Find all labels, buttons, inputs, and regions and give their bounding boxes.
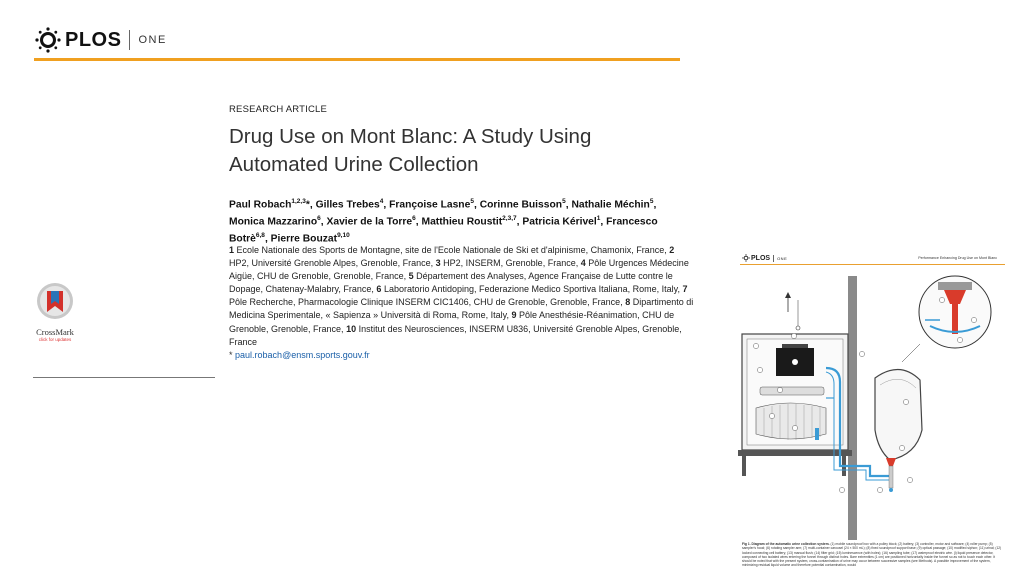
affiliation-text: Département des Analyses, Agence Française de Lutte contre le Dopage, Chatenay-Malabry, France,: [229, 271, 673, 295]
figure-page-publisher: PLOS: [751, 254, 771, 262]
author-name: Francesco Botrè: [229, 216, 658, 245]
author-name: Françoise Lasne: [389, 199, 471, 211]
crossmark-button[interactable]: [33, 282, 77, 342]
wall-pole: [848, 276, 857, 540]
author-affiliation-ref: 9,10: [337, 231, 350, 239]
controller-top: [782, 344, 808, 348]
journal-name: ONE: [138, 34, 167, 46]
figure-caption-label: Fig 1. Diagram of the automatic urine collection system.: [742, 542, 830, 546]
controller-badge: [792, 359, 798, 365]
corresponding-email: [229, 350, 370, 360]
sample-container-fill: [815, 428, 819, 440]
figure-caption-text: (1) mobile soundproof box with a pulley block; (2) battery; (3) controller, motor and software; (4) roller pump; (5) sampler's hood; (6) rotating sampler arm; (7) multi-container carousel (24 × 500 mL); (8) fixed soundproof support base; (9) optical passage; (10) modified siphon; (11) urinal; (12) locked connecting cell battery; (13) manual flush; (14) filter grid; (15) luminescence (with holes); (16) sampling tube; (17) waterproof electric wire. (i) liquid presence detector, composed of two isolated wires entering the funnel through distinct holes. Bare extremities (1 cm) are positioned horizontally inside the funnel so as not to touch each other. It should be noted that with the present system, cross-contamination of urine may occur between successive samples (see Methods). A possible improvement of the system, minimizing residual liquid volume and therefore potential contamination, would: [742, 542, 1002, 568]
affiliation-text: Pôle Recherche, Pharmacologie Clinique INSERM CIC1406, CHU de Grenoble, Grenoble, France,: [229, 297, 623, 308]
affiliation-text: Pôle Urgences Médecine Aigüe, CHU de Grenoble, Grenoble, France,: [229, 258, 689, 282]
drain-pipe: [889, 466, 893, 488]
affiliation-number: 7: [682, 284, 688, 295]
pulley-arrow-head: [785, 292, 791, 298]
crossmark-sublabel: click for updates: [38, 337, 72, 342]
author-name: Nathalie Méchin: [571, 199, 650, 211]
affiliation-text: Dipartimento di Medicina Sperimentale, « Sapienza » Università di Roma, Rome, Italy,: [229, 297, 694, 321]
author-affiliation-ref: 4: [379, 198, 384, 205]
author-affiliation-ref: 5: [470, 198, 474, 205]
zoom-connector: [902, 344, 920, 362]
article-type: RESEARCH ARTICLE: [229, 104, 328, 115]
author-affiliation-ref: 1: [596, 214, 601, 222]
plos-dots-icon: [34, 26, 62, 54]
affiliation-text: Laboratorio Antidoping, Federazione Medico Sportiva Italiana, Rome, Italy,: [383, 284, 680, 295]
affiliation-number: 9: [511, 310, 517, 321]
affiliation-text: Pôle Anesthésie-Réanimation, CHU de Grenoble, Grenoble, France,: [229, 310, 675, 334]
author-affiliation-ref: 2,3,7: [502, 214, 517, 222]
crossmark-label: CrossMark: [36, 327, 74, 337]
crossmark-icon: [36, 282, 74, 320]
affiliation-number: 8: [625, 297, 631, 308]
author-list: Paul Robach$^{1,2,3}$*, Gilles Trebes$^4$, Françoise Lasne$^5$, Corinne Buisson$^5$, Nathalie Méchin$^5$, Monica Mazzarino$^6$, Xavier de la Torre$^6$, Matthieu Roustit$^{2,3,7}$, Patricia Kérivel$^1$, Francesco Botrè$^{6,8}$, Pierre Bouzat$^{9,10}$: [229, 198, 658, 245]
support-base: [738, 450, 852, 456]
author-affiliation-ref: 5: [562, 198, 566, 205]
affiliation-number: 4: [580, 258, 586, 269]
figure-page-journal: ONE: [777, 255, 788, 261]
author-affiliation-ref: 5: [649, 198, 654, 205]
email-mark: *: [229, 350, 233, 360]
author-affiliation-ref: 6,8: [255, 231, 265, 239]
author-affiliation-ref: 6: [412, 214, 416, 222]
author-name: Monica Mazzarino: [229, 216, 318, 228]
drain-drop: [889, 488, 893, 492]
zoom-grid: [938, 282, 972, 290]
pulley-block: [796, 326, 800, 330]
figure-caption: [742, 542, 1004, 568]
publisher-name: PLOS: [65, 28, 122, 51]
affiliation-text: Institut des Neurosciences, INSERM U836, Université Grenoble Alpes, Grenoble, France: [229, 323, 682, 347]
funnel: [886, 458, 896, 466]
affiliation-text: HP2, INSERM, Grenoble, France,: [443, 258, 579, 269]
figure-page: [730, 250, 1015, 572]
author-name: Patricia Kérivel: [522, 216, 597, 228]
urine-collection-diagram: [730, 250, 1015, 540]
affiliation-number: 3: [435, 258, 441, 269]
author-name: Gilles Trebes: [315, 199, 380, 211]
brand-bar: [34, 58, 680, 61]
author-name: Xavier de la Torre: [326, 216, 413, 228]
base-leg-left: [742, 456, 746, 476]
plos-logo: [34, 26, 167, 54]
author-affiliation-ref: 6: [317, 214, 321, 222]
author-name: Corinne Buisson: [479, 199, 563, 211]
affiliation-number: 1: [229, 245, 235, 255]
affiliation-text: Ecole Nationale des Sports de Montagne, site de l'Ecole Nationale de Ski et d'alpinisme, Chamonix, France,: [236, 245, 667, 255]
email-link[interactable]: paul.robach@ensm.sports.gouv.fr: [235, 350, 370, 360]
corresponding-author-mark: *: [305, 199, 310, 211]
author-name: Pierre Bouzat: [270, 233, 338, 245]
urinal: [875, 369, 922, 460]
zoom-pipe: [952, 304, 958, 334]
article-title: Drug Use on Mont Blanc: A Study Using Automated Urine Collection: [229, 125, 592, 176]
logo-separator: [129, 30, 130, 50]
affiliation-number: 6: [376, 284, 382, 295]
affiliation-text: HP2, Université Grenoble Alpes, Grenoble, France,: [229, 258, 434, 269]
affiliation-number: 5: [408, 271, 414, 282]
author-affiliation-ref: 1,2,3: [291, 198, 306, 205]
affiliation-number: 10: [346, 323, 357, 334]
sidebar-divider: [33, 377, 215, 378]
affiliation-list: [229, 244, 694, 349]
affiliation-number: 2: [669, 245, 675, 255]
author-name: Matthieu Roustit: [421, 216, 503, 228]
figure-page-running-head: Performance Enhancing Drug Use on Mont Blanc: [918, 256, 997, 260]
author-name: Paul Robach: [229, 199, 292, 211]
sampler-hood: [760, 387, 824, 395]
